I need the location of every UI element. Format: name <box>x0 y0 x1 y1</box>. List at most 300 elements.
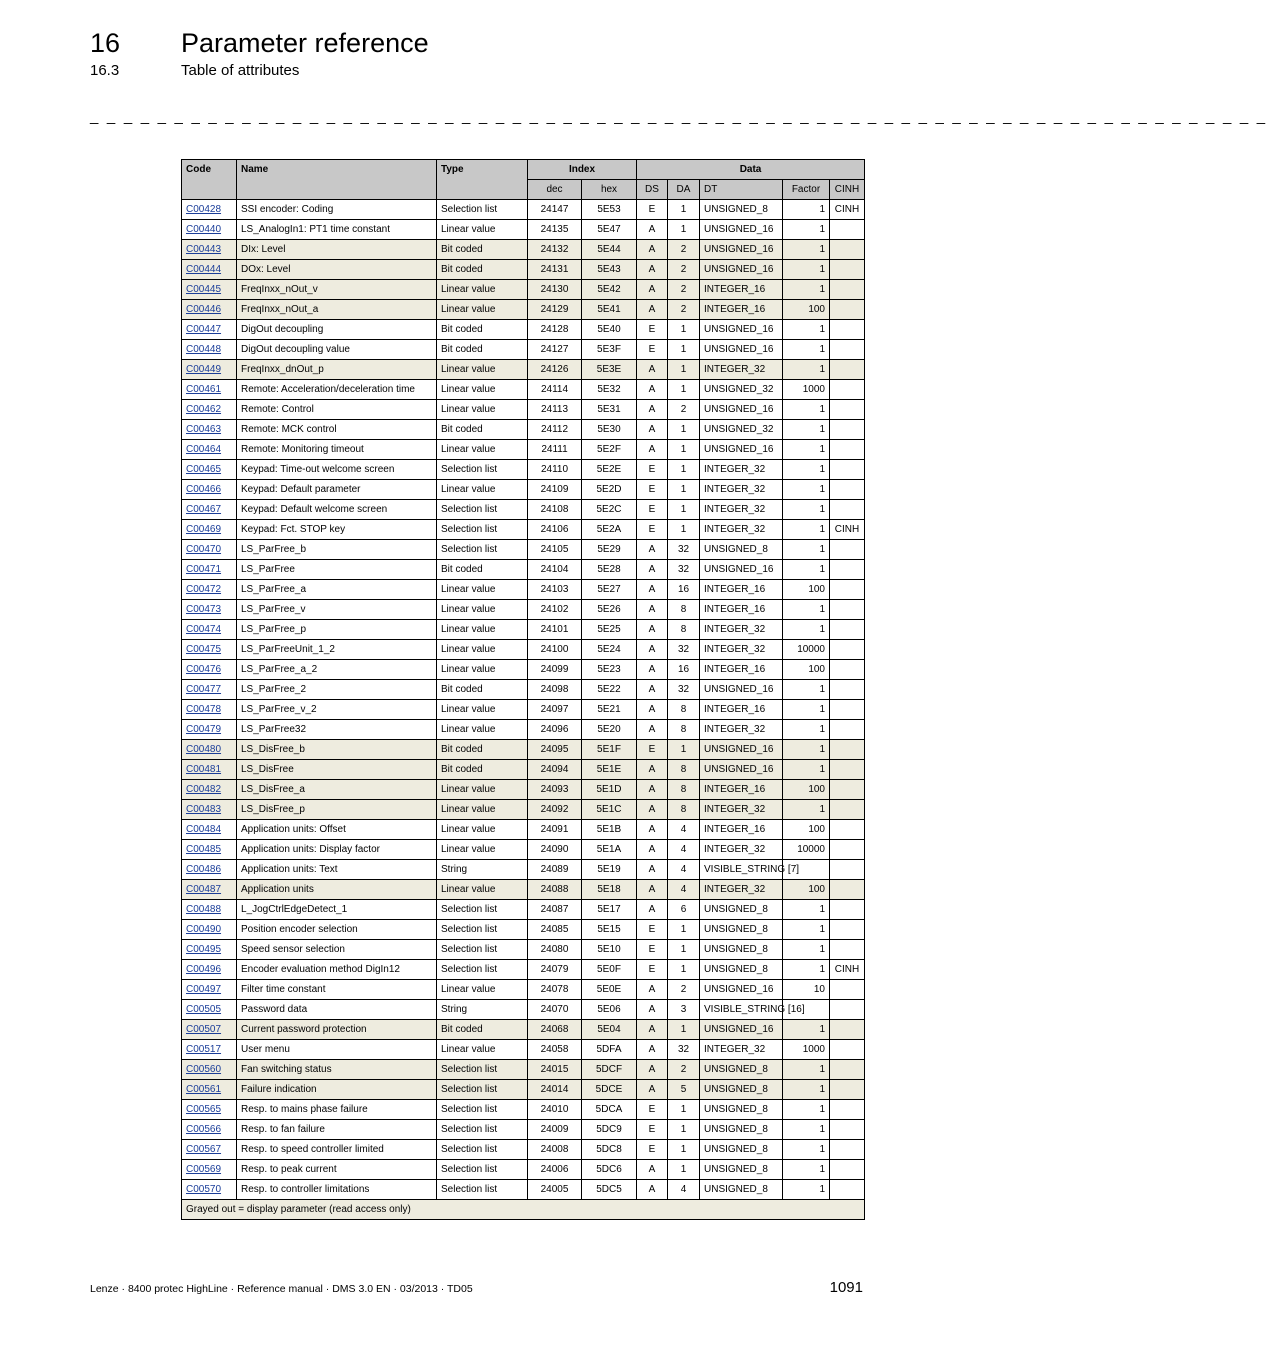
param-name: LS_ParFree_2 <box>237 680 437 700</box>
table-row <box>182 800 865 820</box>
param-code-link[interactable]: C00440 <box>186 224 222 235</box>
table-row <box>182 740 865 760</box>
data-da: 1 <box>668 320 700 340</box>
data-type: UNSIGNED_8 <box>700 1100 783 1120</box>
table-row <box>182 500 865 520</box>
data-factor: 1 <box>783 340 830 360</box>
data-factor: 1 <box>783 900 830 920</box>
param-type: Selection list <box>437 460 528 480</box>
param-code-link[interactable]: C00473 <box>186 604 222 615</box>
table-row <box>182 300 865 320</box>
param-code-link[interactable]: C00567 <box>186 1144 222 1155</box>
param-code-link[interactable]: C00463 <box>186 424 222 435</box>
data-type: INTEGER_16 <box>700 600 783 620</box>
param-type: Linear value <box>437 600 528 620</box>
param-type: Selection list <box>437 1140 528 1160</box>
data-da: 1 <box>668 220 700 240</box>
param-code-link[interactable]: C00483 <box>186 804 222 815</box>
index-dec: 24106 <box>528 520 582 540</box>
param-name: Failure indication <box>237 1080 437 1100</box>
param-code-link[interactable]: C00464 <box>186 444 222 455</box>
param-type: Linear value <box>437 880 528 900</box>
data-cinh <box>830 600 865 620</box>
data-type: INTEGER_16 <box>700 280 783 300</box>
data-type: INTEGER_32 <box>700 880 783 900</box>
param-code-cell <box>182 880 237 900</box>
index-dec: 24079 <box>528 960 582 980</box>
data-factor: 10000 <box>783 640 830 660</box>
table-row <box>182 1120 865 1140</box>
data-da: 1 <box>668 920 700 940</box>
data-ds: E <box>637 460 668 480</box>
data-type: UNSIGNED_8 <box>700 540 783 560</box>
index-hex: 5DCA <box>582 1100 637 1120</box>
param-code-link[interactable]: C00488 <box>186 904 222 915</box>
data-ds: A <box>637 300 668 320</box>
index-dec: 24114 <box>528 380 582 400</box>
table-row <box>182 480 865 500</box>
data-ds: E <box>637 1100 668 1120</box>
table-row <box>182 940 865 960</box>
data-da: 1 <box>668 380 700 400</box>
data-ds: A <box>637 1180 668 1200</box>
param-type: Linear value <box>437 1040 528 1060</box>
param-code-link[interactable]: C00482 <box>186 784 222 795</box>
data-da: 16 <box>668 660 700 680</box>
data-type: UNSIGNED_32 <box>700 380 783 400</box>
data-cinh <box>830 720 865 740</box>
param-code-link[interactable]: C00446 <box>186 304 222 315</box>
index-hex: 5E30 <box>582 420 637 440</box>
param-type: Linear value <box>437 480 528 500</box>
index-hex: 5DC8 <box>582 1140 637 1160</box>
data-da: 1 <box>668 1100 700 1120</box>
index-dec: 24104 <box>528 560 582 580</box>
index-hex: 5E26 <box>582 600 637 620</box>
index-dec: 24129 <box>528 300 582 320</box>
index-dec: 24147 <box>528 200 582 220</box>
data-da: 4 <box>668 880 700 900</box>
data-factor: 1 <box>783 600 830 620</box>
data-cinh <box>830 1020 865 1040</box>
data-type: UNSIGNED_16 <box>700 400 783 420</box>
data-da: 2 <box>668 980 700 1000</box>
data-cinh <box>830 1000 865 1020</box>
index-hex: 5E23 <box>582 660 637 680</box>
index-dec: 24103 <box>528 580 582 600</box>
data-factor: 1 <box>783 280 830 300</box>
param-code-link[interactable]: C00466 <box>186 484 222 495</box>
param-type: Bit coded <box>437 240 528 260</box>
param-code-link[interactable]: C00445 <box>186 284 222 295</box>
data-type: UNSIGNED_8 <box>700 900 783 920</box>
param-name: Application units: Text <box>237 860 437 880</box>
index-hex: 5E2A <box>582 520 637 540</box>
data-type: UNSIGNED_16 <box>700 980 783 1000</box>
header-hex: hex <box>582 180 637 200</box>
header-code: Code <box>182 160 237 200</box>
param-code-link[interactable]: C00569 <box>186 1164 222 1175</box>
index-hex: 5E10 <box>582 940 637 960</box>
param-name: LS_DisFree <box>237 760 437 780</box>
param-code-link[interactable]: C00507 <box>186 1024 222 1035</box>
data-type: INTEGER_16 <box>700 820 783 840</box>
param-code-link[interactable]: C00561 <box>186 1084 222 1095</box>
param-code-link[interactable]: C00443 <box>186 244 222 255</box>
data-ds: E <box>637 920 668 940</box>
param-type: Linear value <box>437 580 528 600</box>
param-name: Position encoder selection <box>237 920 437 940</box>
param-code-link[interactable]: C00477 <box>186 684 222 695</box>
data-factor: 1000 <box>783 380 830 400</box>
param-type: Bit coded <box>437 340 528 360</box>
data-cinh <box>830 240 865 260</box>
header-factor: Factor <box>783 180 830 200</box>
index-hex: 5E22 <box>582 680 637 700</box>
param-name: Fan switching status <box>237 1060 437 1080</box>
data-factor: 1 <box>783 540 830 560</box>
data-factor: 1 <box>783 260 830 280</box>
param-code-link[interactable]: C00517 <box>186 1044 222 1055</box>
data-type: INTEGER_16 <box>700 580 783 600</box>
index-hex: 5DC6 <box>582 1160 637 1180</box>
table-row <box>182 560 865 580</box>
index-hex: 5E28 <box>582 560 637 580</box>
param-code-cell <box>182 1060 237 1080</box>
param-code-link[interactable]: C00484 <box>186 824 222 835</box>
data-factor: 1 <box>783 480 830 500</box>
data-da: 1 <box>668 480 700 500</box>
param-code-link[interactable]: C00469 <box>186 524 222 535</box>
param-code-link[interactable]: C00461 <box>186 384 222 395</box>
param-code-link[interactable]: C00471 <box>186 564 222 575</box>
index-hex: 5E2F <box>582 440 637 460</box>
param-code-cell <box>182 640 237 660</box>
param-code-cell <box>182 1180 237 1200</box>
index-dec: 24131 <box>528 260 582 280</box>
param-name: LS_DisFree_p <box>237 800 437 820</box>
param-code-link[interactable]: C00487 <box>186 884 222 895</box>
index-dec: 24100 <box>528 640 582 660</box>
param-code-link[interactable]: C00479 <box>186 724 222 735</box>
param-code-cell <box>182 480 237 500</box>
data-cinh <box>830 580 865 600</box>
index-dec: 24096 <box>528 720 582 740</box>
param-code-cell <box>182 920 237 940</box>
param-type: Selection list <box>437 1180 528 1200</box>
param-code-link[interactable]: C00474 <box>186 624 222 635</box>
data-type: UNSIGNED_16 <box>700 1020 783 1040</box>
data-da: 1 <box>668 200 700 220</box>
data-type: UNSIGNED_8 <box>700 940 783 960</box>
param-code-cell <box>182 680 237 700</box>
index-dec: 24009 <box>528 1120 582 1140</box>
table-row <box>182 860 865 880</box>
index-hex: 5E19 <box>582 860 637 880</box>
param-code-cell <box>182 600 237 620</box>
data-type: UNSIGNED_16 <box>700 340 783 360</box>
param-type: Selection list <box>437 960 528 980</box>
table-row <box>182 1140 865 1160</box>
param-type: String <box>437 860 528 880</box>
section-title: Table of attributes <box>181 62 300 79</box>
data-ds: A <box>637 600 668 620</box>
index-dec: 24097 <box>528 700 582 720</box>
table-row <box>182 900 865 920</box>
param-code-cell <box>182 540 237 560</box>
data-factor: 1 <box>783 760 830 780</box>
param-code-link[interactable]: C00465 <box>186 464 222 475</box>
param-name: DIx: Level <box>237 240 437 260</box>
data-cinh <box>830 920 865 940</box>
index-dec: 24105 <box>528 540 582 560</box>
param-type: Linear value <box>437 400 528 420</box>
param-type: Linear value <box>437 840 528 860</box>
index-hex: 5E2E <box>582 460 637 480</box>
data-da: 5 <box>668 1080 700 1100</box>
param-code-cell <box>182 520 237 540</box>
param-code-link[interactable]: C00478 <box>186 704 222 715</box>
param-name: LS_ParFree_v <box>237 600 437 620</box>
data-da: 1 <box>668 500 700 520</box>
data-type: UNSIGNED_8 <box>700 960 783 980</box>
table-row <box>182 980 865 1000</box>
data-factor: 1 <box>783 500 830 520</box>
index-dec: 24092 <box>528 800 582 820</box>
param-type: Selection list <box>437 940 528 960</box>
param-name: LS_DisFree_a <box>237 780 437 800</box>
table-row <box>182 580 865 600</box>
index-hex: 5E32 <box>582 380 637 400</box>
data-da: 1 <box>668 440 700 460</box>
param-code-link[interactable]: C00475 <box>186 644 222 655</box>
index-dec: 24126 <box>528 360 582 380</box>
index-hex: 5DCF <box>582 1060 637 1080</box>
data-ds: A <box>637 800 668 820</box>
data-ds: A <box>637 680 668 700</box>
data-factor: 1 <box>783 700 830 720</box>
param-name: Remote: MCK control <box>237 420 437 440</box>
param-name: Encoder evaluation method DigIn12 <box>237 960 437 980</box>
table-row <box>182 820 865 840</box>
param-code-cell <box>182 460 237 480</box>
data-cinh <box>830 1180 865 1200</box>
param-name: LS_ParFree_p <box>237 620 437 640</box>
param-name: Resp. to peak current <box>237 1160 437 1180</box>
param-code-link[interactable]: C00472 <box>186 584 222 595</box>
data-ds: A <box>637 760 668 780</box>
data-da: 1 <box>668 1020 700 1040</box>
index-hex: 5E2C <box>582 500 637 520</box>
index-hex: 5E27 <box>582 580 637 600</box>
index-dec: 24127 <box>528 340 582 360</box>
param-name: Password data <box>237 1000 437 1020</box>
param-code-link[interactable]: C00486 <box>186 864 222 875</box>
param-code-link[interactable]: C00566 <box>186 1124 222 1135</box>
data-ds: A <box>637 880 668 900</box>
index-hex: 5E2D <box>582 480 637 500</box>
table-row <box>182 420 865 440</box>
param-code-link[interactable]: C00560 <box>186 1064 222 1075</box>
data-da: 1 <box>668 520 700 540</box>
data-da: 2 <box>668 280 700 300</box>
param-code-cell <box>182 840 237 860</box>
data-cinh <box>830 1100 865 1120</box>
param-code-link[interactable]: C00480 <box>186 744 222 755</box>
data-factor: 100 <box>783 820 830 840</box>
data-type: UNSIGNED_16 <box>700 760 783 780</box>
param-name: LS_ParFree_v_2 <box>237 700 437 720</box>
param-name: LS_ParFree_b <box>237 540 437 560</box>
param-name: Speed sensor selection <box>237 940 437 960</box>
param-code-link[interactable]: C00490 <box>186 924 222 935</box>
param-name: Application units <box>237 880 437 900</box>
param-code-link[interactable]: C00444 <box>186 264 222 275</box>
table-row <box>182 320 865 340</box>
param-code-link[interactable]: C00470 <box>186 544 222 555</box>
data-type: INTEGER_16 <box>700 300 783 320</box>
data-ds: A <box>637 660 668 680</box>
param-code-link[interactable]: C00505 <box>186 1004 222 1015</box>
data-da: 32 <box>668 640 700 660</box>
index-dec: 24130 <box>528 280 582 300</box>
data-type: INTEGER_32 <box>700 460 783 480</box>
data-type: UNSIGNED_8 <box>700 1140 783 1160</box>
data-da: 1 <box>668 1160 700 1180</box>
header-dt: DT <box>700 180 783 200</box>
data-cinh: CINH <box>830 960 865 980</box>
data-factor: 1 <box>783 800 830 820</box>
param-code-link[interactable]: C00497 <box>186 984 222 995</box>
data-cinh <box>830 860 865 880</box>
index-dec: 24087 <box>528 900 582 920</box>
data-cinh <box>830 840 865 860</box>
data-type: INTEGER_16 <box>700 780 783 800</box>
param-code-link[interactable]: C00462 <box>186 404 222 415</box>
index-dec: 24068 <box>528 1020 582 1040</box>
data-da: 4 <box>668 820 700 840</box>
data-type: INTEGER_32 <box>700 1040 783 1060</box>
param-type: Bit coded <box>437 420 528 440</box>
param-name: LS_ParFree <box>237 560 437 580</box>
param-code-link[interactable]: C00467 <box>186 504 222 515</box>
data-type: VISIBLE_STRING [16] <box>700 1000 783 1020</box>
header-separator: _ _ _ _ _ _ _ _ _ _ _ _ _ _ _ _ _ _ _ _ _ _ _ _ _ _ _ _ _ _ _ _ _ _ _ _ _ _ _ _ _ _ _ _ _ _ _ _ _ _ _ _ _ _ _ _ _ _ _ _ _ _ _ _ _ _ _ _ _ _ <box>90 108 1267 125</box>
param-code-link[interactable]: C00496 <box>186 964 222 975</box>
param-type: Selection list <box>437 900 528 920</box>
param-name: LS_ParFree_a <box>237 580 437 600</box>
index-hex: 5E29 <box>582 540 637 560</box>
data-cinh <box>830 780 865 800</box>
data-da: 2 <box>668 240 700 260</box>
param-type: Bit coded <box>437 260 528 280</box>
data-factor: 10000 <box>783 840 830 860</box>
param-code-cell <box>182 260 237 280</box>
param-type: Selection list <box>437 1160 528 1180</box>
param-name: Keypad: Default welcome screen <box>237 500 437 520</box>
param-code-cell <box>182 1080 237 1100</box>
param-type: Selection list <box>437 920 528 940</box>
index-hex: 5E3E <box>582 360 637 380</box>
table-row <box>182 220 865 240</box>
param-code-link[interactable]: C00476 <box>186 664 222 675</box>
data-ds: A <box>637 380 668 400</box>
data-da: 16 <box>668 580 700 600</box>
param-code-cell <box>182 400 237 420</box>
param-name: Remote: Acceleration/deceleration time <box>237 380 437 400</box>
data-ds: A <box>637 980 668 1000</box>
index-dec: 24091 <box>528 820 582 840</box>
table-row <box>182 1040 865 1060</box>
param-name: Keypad: Default parameter <box>237 480 437 500</box>
param-name: Keypad: Time-out welcome screen <box>237 460 437 480</box>
param-code-cell <box>182 800 237 820</box>
param-name: L_JogCtrlEdgeDetect_1 <box>237 900 437 920</box>
index-dec: 24090 <box>528 840 582 860</box>
data-type: INTEGER_32 <box>700 480 783 500</box>
param-code-link[interactable]: C00565 <box>186 1104 222 1115</box>
data-type: UNSIGNED_16 <box>700 560 783 580</box>
data-ds: E <box>637 520 668 540</box>
param-code-cell <box>182 240 237 260</box>
param-code-link[interactable]: C00485 <box>186 844 222 855</box>
index-dec: 24093 <box>528 780 582 800</box>
param-code-link[interactable]: C00428 <box>186 204 222 215</box>
param-code-cell <box>182 440 237 460</box>
table-row <box>182 720 865 740</box>
table-row <box>182 600 865 620</box>
table-row <box>182 1000 865 1020</box>
table-row <box>182 340 865 360</box>
param-name: Filter time constant <box>237 980 437 1000</box>
data-ds: A <box>637 1060 668 1080</box>
data-ds: A <box>637 860 668 880</box>
index-hex: 5E1D <box>582 780 637 800</box>
table-row <box>182 440 865 460</box>
param-code-link[interactable]: C00447 <box>186 324 222 335</box>
data-da: 6 <box>668 900 700 920</box>
data-type: UNSIGNED_16 <box>700 320 783 340</box>
param-code-link[interactable]: C00495 <box>186 944 222 955</box>
param-code-link[interactable]: C00449 <box>186 364 222 375</box>
index-hex: 5E0F <box>582 960 637 980</box>
index-hex: 5E1C <box>582 800 637 820</box>
data-da: 8 <box>668 760 700 780</box>
index-dec: 24132 <box>528 240 582 260</box>
param-name: LS_ParFree_a_2 <box>237 660 437 680</box>
table-row <box>182 240 865 260</box>
data-factor: 1 <box>783 940 830 960</box>
table-row <box>182 360 865 380</box>
index-hex: 5E53 <box>582 200 637 220</box>
param-name: Resp. to fan failure <box>237 1120 437 1140</box>
data-cinh <box>830 880 865 900</box>
table-row <box>182 920 865 940</box>
data-da: 4 <box>668 840 700 860</box>
index-hex: 5E0E <box>582 980 637 1000</box>
data-ds: A <box>637 1000 668 1020</box>
param-code-cell <box>182 1040 237 1060</box>
param-code-cell <box>182 360 237 380</box>
param-code-link[interactable]: C00481 <box>186 764 222 775</box>
param-type: Linear value <box>437 300 528 320</box>
param-code-cell <box>182 1140 237 1160</box>
data-factor: 1 <box>783 1060 830 1080</box>
table-row <box>182 780 865 800</box>
param-code-link[interactable]: C00570 <box>186 1184 222 1195</box>
data-ds: E <box>637 1120 668 1140</box>
param-code-link[interactable]: C00448 <box>186 344 222 355</box>
